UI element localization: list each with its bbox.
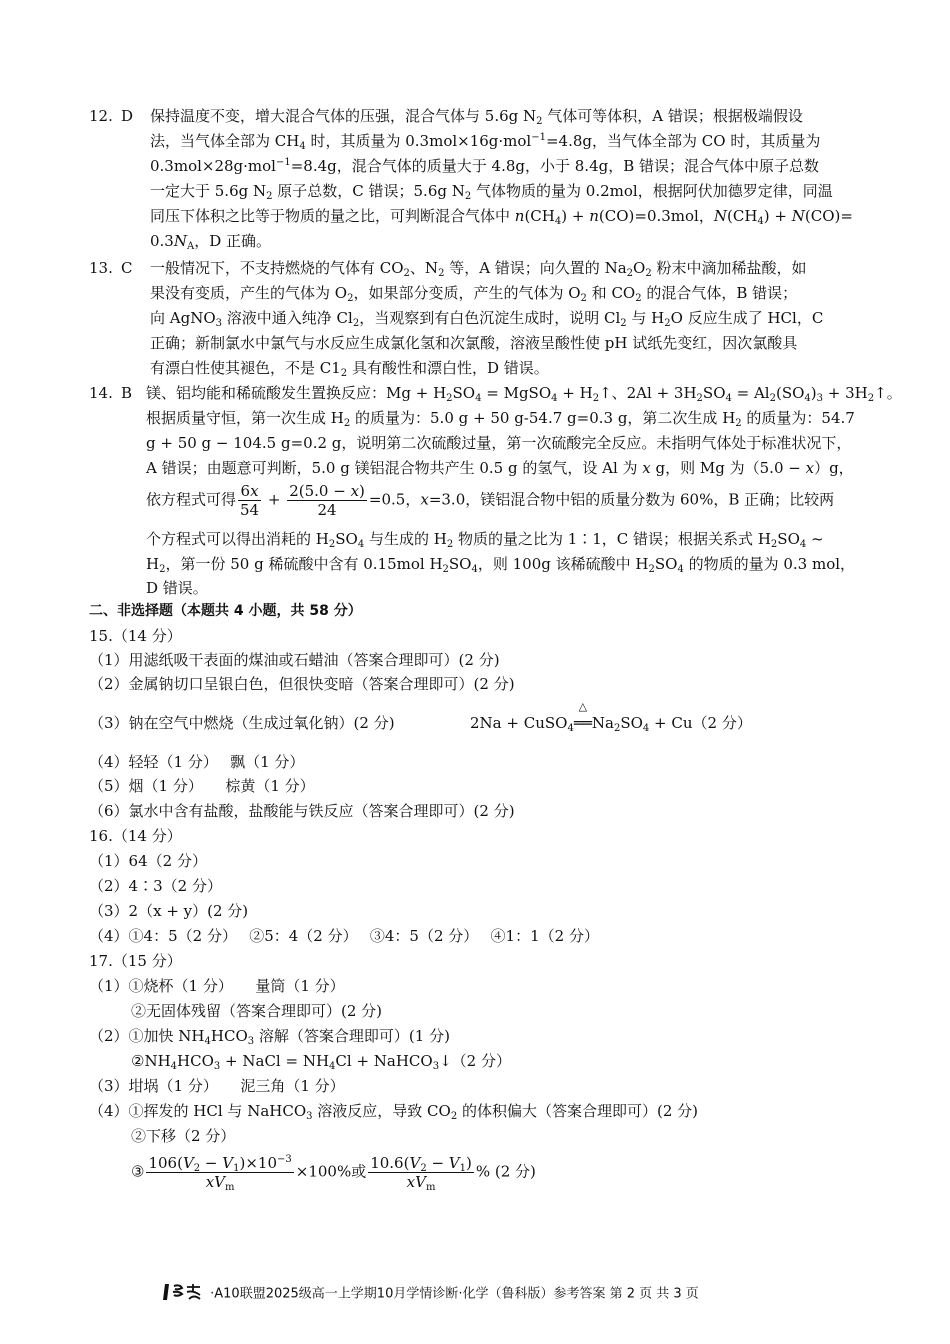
q14-line-3: g + 50 g − 104.5 g=0.2 g，说明第二次硫酸过量，第一次硫酸完全反应。未指明气体处于标准状况下， [146, 434, 852, 452]
q12-line-2: 法，当气体全部为 $CH_4$ 时，其质量为 0.3mol×16g·mol$^{-1}$=4.8g，当气体全部为 CO 时，其质量为 [150, 132, 821, 152]
q12-line-4: 一定大于 5.6g $N_2$ 原子总数，C 错误；5.6g $N_2$ 气体物质的量为 0.2mol，根据阿伏加德罗定律，同温 [150, 182, 833, 202]
q13-number: 13. [89, 259, 113, 277]
q15-header: 15.（14 分） [89, 627, 182, 645]
q14-line-7: $H_2$，第一份 50 g 稀硫酸中含有 0.15mol $H_2SO_4$，则 100g 该稀硫酸中 $H_2SO_4$ 的物质的量为 0.3 mol， [146, 555, 856, 575]
q14-line-4: A 错误；由题意可判断，5.0 g 镁铝混合物共产生 0.5 g 的氢气，设 Al 为 x g，则 Mg 为（5.0 − x）g， [146, 459, 854, 477]
q14-line-1: 镁、铝均能和稀硫酸发生置换反应：$Mg + H_2SO_4$ = MgSO$_4$ + $H_2↑$、$2Al + 3H_2SO_4 = Al_2(SO_4)_3$ + $3H_2↑$。 [146, 384, 902, 404]
q17-item-4-3: ③ $\frac{106(V_2 - V_1)\times 10^{-3}}{xV_m}$ ×100%或 $\frac{10.6(V_2 - V_1)}{xV_m}$ % (2 分) [131, 1154, 536, 1193]
q12-line-1: 保持温度不变，增大混合气体的压强，混合气体与 5.6g $N_2$ 气体可等体积，A 错误；根据极端假设 [150, 107, 803, 127]
q17-item-1-1: （1）①烧杯（1 分） 量筒（1 分） [89, 977, 345, 995]
q13-line-3: 向 AgNO$_3$ 溶液中通入纯净 $Cl_2$，当观察到有白色沉淀生成时，说明 $Cl_2$ 与 $H_2O$ 反应生成了 HCl，C [150, 309, 824, 329]
section2-title: 二、非选择题（本题共 4 小题，共 58 分） [89, 603, 362, 619]
q14-answer: B [121, 384, 133, 402]
q16-item-3: （3）2（x + y）(2 分) [89, 902, 249, 920]
q17-item-3: （3）坩埚（1 分） 泥三角（1 分） [89, 1077, 345, 1095]
q17-header: 17.（15 分） [89, 952, 182, 970]
heat-condition-equals: △ ══ [573, 700, 592, 732]
q14-line-5: 依方程式可得 $\frac{6x}{54}$ + $\frac{2(5.0 - x)}{24}$ =0.5，x=3.0，镁铝混合物中铝的质量分数为 60%，B 正确；比较两 [146, 482, 835, 519]
q16-item-2: （2）4∶3（2 分） [89, 877, 222, 895]
q13-line-4: 正确；新制氯水中氯气与水反应生成氯化氢和次氯酸，溶液呈酸性使 pH 试纸先变红，因次氯酸具 [150, 334, 798, 352]
q17-item-4-2: ②下移（2 分） [131, 1127, 236, 1145]
q15-item-5: （5）烟（1 分） 棕黄（1 分） [89, 777, 315, 795]
q14-line-6: 个方程式可以得出消耗的 $H_2SO_4$ 与生成的 $H_2$ 物质的量之比为 1∶1，C 错误；根据关系式 $H_2SO_4$ ~ [146, 530, 824, 550]
q12-line-6: $0.3N_A$，D 正确。 [150, 232, 272, 252]
q14-number: 14. [89, 384, 113, 402]
q12-number: 12. [89, 107, 113, 125]
q15-item-3-equation: 2Na + CuSO$_4$ △ $══Na_2SO_4 + Cu(2$ 分） [470, 700, 752, 734]
footer-text: ·A10联盟2025级高一上学期10月学情诊断·化学（鲁科版）参考答案 第 2 页 共 3 页 [210, 1286, 699, 1302]
q12-line-5: 同压下体积之比等于物质的量之比，可判断混合气体中 $n(CH_4) + n(CO)=0.3mol$，$N(CH_4) + N(CO)=$ [150, 207, 853, 227]
q13-line-1: 一般情况下，不支持燃烧的气体有 $CO_2$、$N_2$ 等，A 错误；向久置的 $Na_2O_2$ 粉末中滴加稀盐酸，如 [150, 259, 807, 279]
q17-item-1-2: ②无固体残留（答案合理即可）(2 分) [131, 1002, 383, 1020]
q15-item-4: （4）轻轻（1 分） 飘（1 分） [89, 753, 305, 771]
q12-line-3: 0.3mol×28g·mol$^{-1}$=8.4g，混合气体的质量大于 4.8g，小于 8.4g，B 错误；混合气体中原子总数 [150, 157, 820, 175]
q13-answer: C [121, 259, 133, 277]
q14-line-2: 根据质量守恒，第一次生成 $H_2$ 的质量为：5.0 g + 50 g-54.7 g=0.3 g，第二次生成 $H_2$ 的质量为：54.7 [146, 409, 855, 429]
q13-line-2: 果没有变质，产生的气体为 $O_2$，如果部分变质，产生的气体为 $O_2$ 和 $CO_2$ 的混合气体，B 错误； [150, 284, 798, 304]
q15-item-2: （2）金属钠切口呈银白色，但很快变暗（答案合理即可）(2 分) [89, 675, 515, 693]
q14-line-8: D 错误。 [146, 579, 208, 597]
fraction-10-6: $\frac{10.6(V_2 - V_1)}{xV_m}$ [370, 1154, 472, 1193]
q17-item-2-1: （2）①加快 $NH_4HCO_3$ 溶解（答案合理即可）(1 分) [89, 1027, 450, 1047]
q16-item-4: （4）①4：5（2 分） ②5：4（2 分） ③4：5（2 分） ④1：1（2 分） [89, 927, 599, 945]
q17-item-4-1: （4）①挥发的 HCl 与 NaHCO$_3$ 溶液反应，导致 $CO_2$ 的体积偏大（答案合理即可）(2 分) [89, 1102, 698, 1122]
q16-item-1: （1）64（2 分） [89, 852, 207, 870]
fraction-6x-54: $\frac{6x}{54}$ [240, 482, 260, 519]
q17-item-2-2: $②NH_4HCO_3$ + NaCl = $NH_4Cl$ + NaHCO$_3$↓（2 分） [131, 1052, 511, 1072]
q15-item-6: （6）氯水中含有盐酸，盐酸能与铁反应（答案合理即可）(2 分) [89, 802, 515, 820]
q15-item-1: （1）用滤纸吸干表面的煤油或石蜡油（答案合理即可）(2 分) [89, 651, 500, 669]
fraction-2-5x-24: $\frac{2(5.0 - x)}{24}$ [289, 482, 365, 519]
q15-item-3: （3）钠在空气中燃烧（生成过氧化钠）(2 分) [89, 714, 395, 732]
brand-logo-icon [162, 1282, 206, 1306]
q13-line-5: 有漂白性使其褪色，不是 $C1_2$ 具有酸性和漂白性，D 错误。 [150, 359, 549, 379]
page-footer [162, 1282, 699, 1306]
q16-header: 16.（14 分） [89, 827, 182, 845]
fraction-106: $\frac{106(V_2 - V_1)\times 10^{-3}}{xV_m}$ [148, 1154, 292, 1193]
q12-answer: D [121, 107, 134, 125]
